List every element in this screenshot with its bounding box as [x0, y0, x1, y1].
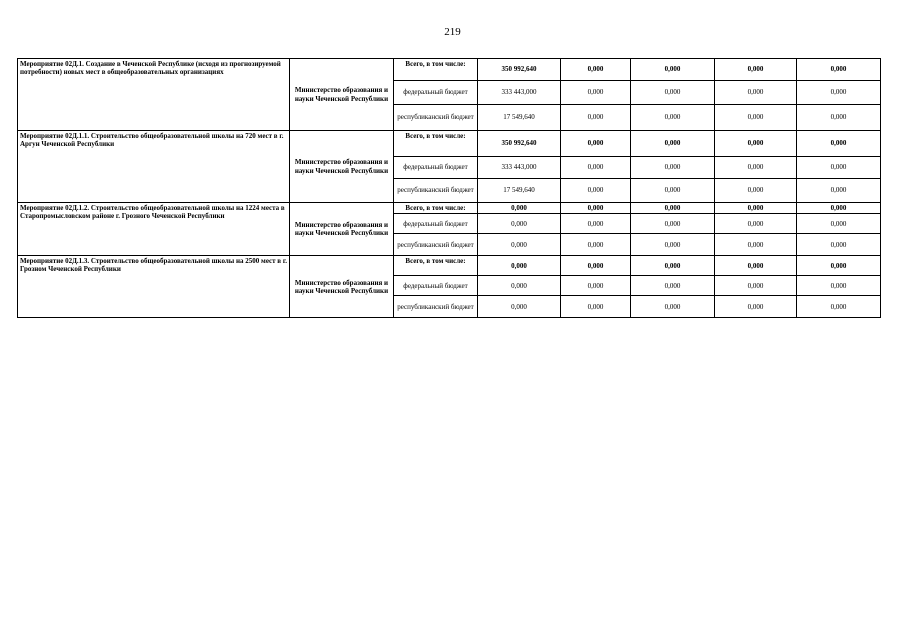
- executor-cell: Министерство образования и науки Чеченской Республики: [290, 131, 394, 203]
- amount-cell: 0,000: [797, 131, 881, 157]
- funding-source-cell: республиканский бюджет: [394, 234, 478, 256]
- event-name-cell: Мероприятие 02Д.1.2. Строительство общеобразовательной школы на 1224 места в Старопромысловском районе г. Грозного Чеченской Республики: [18, 203, 290, 256]
- amount-cell: 0,000: [631, 157, 715, 179]
- funding-source-cell: Всего, в том числе:: [394, 59, 478, 81]
- event-name-cell: Мероприятие 02Д.1.3. Строительство общеобразовательной школы на 2500 мест в г. Грозном Чеченской Республики: [18, 256, 290, 318]
- event-name-cell: Мероприятие 02Д.1.1. Строительство общеобразовательной школы на 720 мест в г. Аргун Чеченской Республики: [18, 131, 290, 203]
- amount-cell: 0,000: [797, 214, 881, 234]
- executor-cell: Министерство образования и науки Чеченской Республики: [290, 256, 394, 318]
- amount-cell: 0,000: [561, 131, 631, 157]
- amount-cell: 0,000: [715, 59, 797, 81]
- amount-cell: 0,000: [478, 203, 561, 214]
- executor-cell: Министерство образования и науки Чеченской Республики: [290, 59, 394, 131]
- amount-cell: 0,000: [631, 131, 715, 157]
- amount-cell: 0,000: [797, 276, 881, 296]
- amount-cell: 0,000: [715, 276, 797, 296]
- amount-cell: 0,000: [797, 256, 881, 276]
- amount-cell: 0,000: [478, 234, 561, 256]
- amount-cell: 0,000: [561, 105, 631, 131]
- amount-cell: 0,000: [561, 179, 631, 203]
- executor-cell: Министерство образования и науки Чеченской Республики: [290, 203, 394, 256]
- amount-cell: 0,000: [561, 157, 631, 179]
- amount-cell: 0,000: [631, 203, 715, 214]
- amount-cell: 0,000: [797, 81, 881, 105]
- amount-cell: 0,000: [561, 81, 631, 105]
- amount-cell: 0,000: [561, 256, 631, 276]
- amount-cell: 350 992,640: [478, 59, 561, 81]
- amount-cell: 0,000: [797, 179, 881, 203]
- amount-cell: 0,000: [631, 296, 715, 318]
- amount-cell: 0,000: [715, 105, 797, 131]
- amount-cell: 333 443,000: [478, 157, 561, 179]
- amount-cell: 0,000: [797, 157, 881, 179]
- funding-source-cell: федеральный бюджет: [394, 214, 478, 234]
- budget-table-body: [18, 59, 881, 318]
- amount-cell: 0,000: [631, 276, 715, 296]
- amount-cell: 17 549,640: [478, 105, 561, 131]
- table-row: [18, 59, 881, 81]
- amount-cell: 0,000: [631, 256, 715, 276]
- amount-cell: 0,000: [478, 214, 561, 234]
- amount-cell: 0,000: [715, 131, 797, 157]
- funding-source-cell: республиканский бюджет: [394, 105, 478, 131]
- amount-cell: 0,000: [478, 276, 561, 296]
- amount-cell: 0,000: [631, 234, 715, 256]
- amount-cell: 0,000: [631, 81, 715, 105]
- funding-source-cell: республиканский бюджет: [394, 179, 478, 203]
- budget-table: [17, 58, 881, 318]
- amount-cell: 0,000: [631, 214, 715, 234]
- amount-cell: 0,000: [631, 105, 715, 131]
- amount-cell: 0,000: [715, 256, 797, 276]
- amount-cell: 0,000: [561, 59, 631, 81]
- funding-source-cell: Всего, в том числе:: [394, 203, 478, 214]
- funding-source-cell: федеральный бюджет: [394, 157, 478, 179]
- amount-cell: 0,000: [797, 59, 881, 81]
- amount-cell: 0,000: [478, 296, 561, 318]
- amount-cell: 0,000: [715, 234, 797, 256]
- amount-cell: 333 443,000: [478, 81, 561, 105]
- amount-cell: 0,000: [715, 203, 797, 214]
- funding-source-cell: Всего, в том числе:: [394, 256, 478, 276]
- amount-cell: 0,000: [561, 214, 631, 234]
- funding-source-cell: республиканский бюджет: [394, 296, 478, 318]
- funding-source-cell: Всего, в том числе:: [394, 131, 478, 157]
- amount-cell: 0,000: [561, 203, 631, 214]
- amount-cell: 350 992,640: [478, 131, 561, 157]
- amount-cell: 0,000: [478, 256, 561, 276]
- page-number: 219: [444, 26, 461, 38]
- amount-cell: 17 549,640: [478, 179, 561, 203]
- amount-cell: 0,000: [715, 157, 797, 179]
- funding-source-cell: федеральный бюджет: [394, 276, 478, 296]
- amount-cell: 0,000: [715, 214, 797, 234]
- amount-cell: 0,000: [561, 276, 631, 296]
- amount-cell: 0,000: [715, 296, 797, 318]
- amount-cell: 0,000: [631, 59, 715, 81]
- amount-cell: 0,000: [797, 203, 881, 214]
- table-row: [18, 203, 881, 214]
- amount-cell: 0,000: [715, 179, 797, 203]
- amount-cell: 0,000: [797, 234, 881, 256]
- event-name-cell: Мероприятие 02Д.1. Создание в Чеченской Республике (исходя из прогнозируемой потребности) новых мест в общеобразовательных организациях: [18, 59, 290, 131]
- funding-source-cell: федеральный бюджет: [394, 81, 478, 105]
- amount-cell: 0,000: [797, 105, 881, 131]
- amount-cell: 0,000: [561, 234, 631, 256]
- amount-cell: 0,000: [715, 81, 797, 105]
- table-row: [18, 256, 881, 276]
- amount-cell: 0,000: [561, 296, 631, 318]
- amount-cell: 0,000: [631, 179, 715, 203]
- table-row: [18, 131, 881, 157]
- amount-cell: 0,000: [797, 296, 881, 318]
